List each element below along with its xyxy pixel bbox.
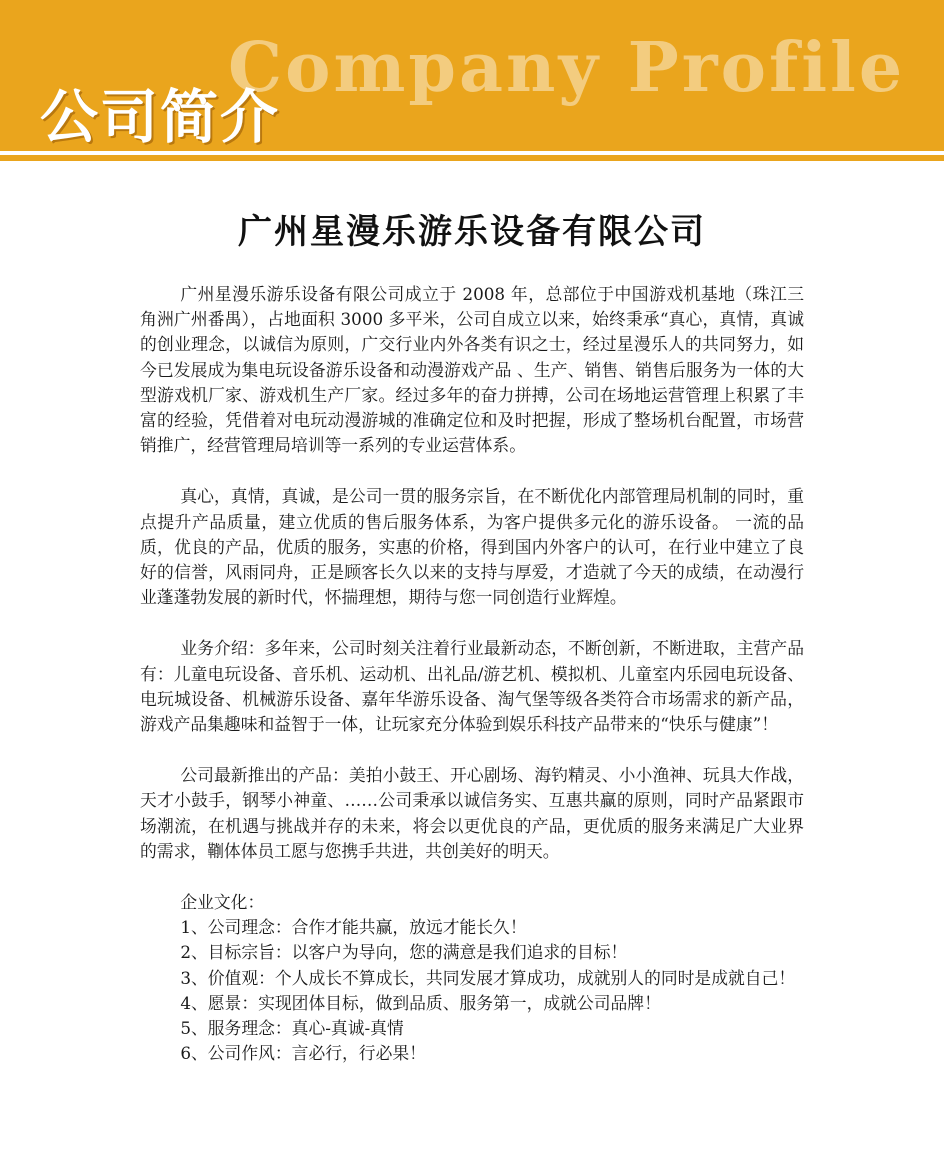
culture-title: 企业文化： — [180, 892, 265, 913]
culture-list — [140, 915, 804, 1066]
culture-item: 5、服务理念：真心-真诚-真情 — [180, 1018, 404, 1039]
products-paragraph: 公司最新推出的产品：美拍小鼓王、开心剧场、海钓精灵、小小渔神、玩具大作战，天才小鼓手，钢琴小神童、……公司秉承以诚信务实、互惠共赢的原则，同时产品紧跟市场潮流，在机遇与挑战并存的未来，将会以更优良的产品，更优质的服务来满足广大业界的需求，鞩体体员工愿与您携手共进，共创美好的明天。 — [140, 765, 804, 861]
intro-paragraph: 广州星漫乐游乐设备有限公司成立于 2008 年，总部位于中国游戏机基地（珠江三角洲广州番禺），占地面积 3000 多平米，公司自成立以来，始终秉承“真心，真情，真诚的创业理念，以诚信为原则，广交行业内外各类有识之士，经过星漫乐人的共同努力，如今已发展成为集电玩设备游乐设备和动漫游戏产品 、生产、销售、销售后服务为一体的大型游戏机厂家、游戏机生产厂家。经过多年的奋力拼搏，公司在场地运营管理上积累了丰富的经验，凭借着对电玩动漫游城的准确定位和及时把握，形成了整场机台配置，市场营销推广，经营管理局培训等一系列的专业运营体系。 — [140, 284, 804, 456]
culture-item: 6、公司作风：言必行，行必果！ — [180, 1043, 426, 1064]
banner-watermark: Company Profile — [228, 28, 906, 108]
culture-item: 1、公司理念：合作才能共赢，放远才能长久！ — [180, 917, 527, 938]
culture-item: 4、愿景：实现团体目标，做到品质、服务第一，成就公司品牌！ — [180, 992, 661, 1013]
banner-rule — [0, 155, 944, 161]
business-paragraph: 业务介绍：多年来，公司时刻关注着行业最新动态，不断创新，不断进取，主营产品有：儿童电玩设备、音乐机、运动机、出礼品/游艺机、模拟机、儿童室内乐园电玩设备、电玩城设备、机械游乐设备、嘉年华游乐设备、淘气堡等级各类符合市场需求的新产品，游戏产品集趣味和益智于一体，让玩家充分体验到娱乐科技产品带来的“快乐与健康”！ — [140, 638, 804, 735]
banner-title: 公司简介 — [40, 83, 281, 151]
profile-content — [140, 282, 804, 1066]
culture-item: 2、目标宗旨：以客户为导向，您的满意是我们追求的目标！ — [180, 942, 628, 963]
header-banner — [0, 0, 944, 151]
service-paragraph: 真心，真情，真诚，是公司一贯的服务宗旨，在不断优化内部管理局机制的同时，重点提升产品质量，建立优质的售后服务体系，为客户提供多元化的游乐设备。 一流的品质，优良的产品，优质的服务，实惠的价格，得到国内外客户的认可，在行业中建立了良好的信誉，风雨同舟，正是顾客长久以来的支持与厚爱，才造就了今天的成绩，在动漫行业蓬蓬勃发展的新时代，怀揣理想，期待与您一同创造行业辉煌。 — [140, 486, 804, 608]
company-name: 广州星漫乐游乐设备有限公司 — [238, 212, 706, 252]
culture-item: 3、价值观：个人成长不算成长，共同发展才算成功，成就别人的同时是成就自己！ — [180, 967, 796, 988]
